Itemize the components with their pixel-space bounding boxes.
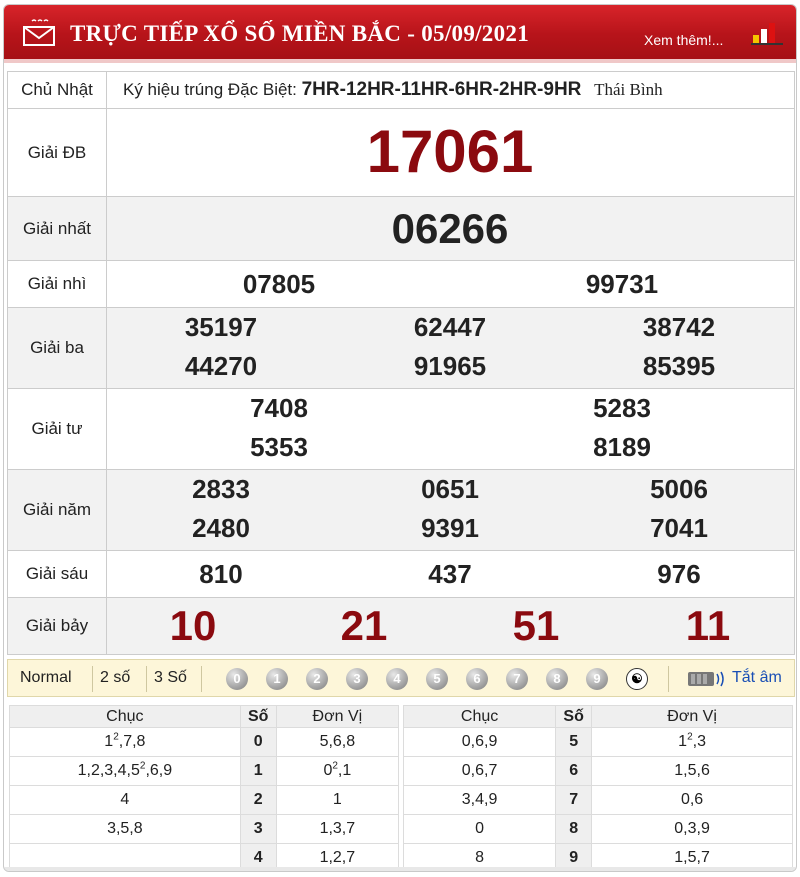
digit-8-button[interactable]: 8 bbox=[546, 668, 568, 690]
table-row bbox=[404, 786, 793, 815]
donvi-cell: 5,6,8 bbox=[276, 728, 398, 757]
prize-number: 5353 bbox=[250, 432, 308, 462]
so-cell: 9 bbox=[556, 844, 592, 873]
col-header-so: Số bbox=[556, 706, 592, 728]
prize-label-nam: Giải năm bbox=[8, 470, 107, 551]
prize-number: 07805 bbox=[242, 269, 316, 299]
col-header-donvi: Đơn Vị bbox=[592, 706, 793, 728]
page-title: TRỰC TIẾP XỔ SỐ MIỀN BẮC - 05/09/2021 bbox=[70, 21, 530, 46]
donvi-cell: 0,3,9 bbox=[592, 815, 793, 844]
chuc-cell: 0,6,7 bbox=[404, 757, 556, 786]
donvi-cell: 1 bbox=[276, 786, 398, 815]
donvi-cell: $1^2,3$ bbox=[592, 728, 793, 757]
more-link[interactable]: Xem thêm!... bbox=[644, 32, 724, 48]
day-label: Chủ Nhật bbox=[8, 72, 107, 109]
prize-label-nhat: Giải nhất bbox=[8, 197, 107, 261]
donvi-cell: 0,6 bbox=[592, 786, 793, 815]
table-row bbox=[404, 728, 793, 757]
divider bbox=[92, 666, 93, 692]
prize-number: 2833 bbox=[192, 474, 250, 504]
lottery-result-panel bbox=[3, 4, 797, 872]
so-cell: 5 bbox=[556, 728, 592, 757]
display-toolbar bbox=[7, 659, 795, 697]
prize-number: 9391 bbox=[421, 513, 479, 543]
so-cell: 3 bbox=[240, 815, 276, 844]
chuc-cell: 4 bbox=[10, 786, 241, 815]
col-header-chuc: Chục bbox=[10, 706, 241, 728]
digit-5-button[interactable]: 5 bbox=[426, 668, 448, 690]
prize-number: 38742 bbox=[642, 312, 716, 342]
digit-2-button[interactable]: 2 bbox=[306, 668, 328, 690]
chuc-cell: 1,2,3,4,5$^2$,6,9 bbox=[10, 757, 241, 786]
prize-number: 5283 bbox=[593, 393, 651, 423]
prize-number: 62447 bbox=[413, 312, 487, 342]
donvi-cell: 1,2,7 bbox=[276, 844, 398, 873]
prize-label-bay: Giải bảy bbox=[8, 598, 107, 655]
digit-4-button[interactable]: 4 bbox=[386, 668, 408, 690]
prize-number: 437 bbox=[428, 559, 472, 589]
so-cell: 1 bbox=[240, 757, 276, 786]
yin-yang-icon[interactable]: ☯ bbox=[626, 668, 648, 690]
province-name: Thái Bình bbox=[594, 80, 663, 99]
prize-number: 8189 bbox=[593, 432, 651, 462]
digit-3-button[interactable]: 3 bbox=[346, 668, 368, 690]
donvi-cell: 1,5,6 bbox=[592, 757, 793, 786]
table-row bbox=[404, 757, 793, 786]
table-row bbox=[10, 728, 399, 757]
special-code-label: Ký hiệu trúng Đặc Biệt: bbox=[123, 80, 297, 99]
digit-0-button[interactable]: 0 bbox=[226, 668, 248, 690]
footer-strip bbox=[4, 867, 797, 872]
donvi-cell: 1,5,7 bbox=[592, 844, 793, 873]
prize-label-tu: Giải tư bbox=[8, 389, 107, 470]
so-cell: 0 bbox=[240, 728, 276, 757]
prize-number: 7408 bbox=[250, 393, 308, 423]
prize-number: 7041 bbox=[650, 513, 708, 543]
special-code-value: 7HR-12HR-11HR-6HR-2HR-9HR bbox=[301, 79, 582, 100]
option-normal[interactable]: Normal bbox=[20, 669, 72, 686]
digit-6-button[interactable]: 6 bbox=[466, 668, 488, 690]
chuc-cell: 3,4,9 bbox=[404, 786, 556, 815]
table-row bbox=[404, 815, 793, 844]
chuc-cell: 0 bbox=[404, 815, 556, 844]
prize-label-ba: Giải ba bbox=[8, 308, 107, 389]
info-row bbox=[8, 72, 795, 109]
col-header-donvi: Đơn Vị bbox=[276, 706, 398, 728]
prize-number: 11 bbox=[685, 602, 731, 649]
prize-label-sau: Giải sáu bbox=[8, 551, 107, 598]
prize-number: 51 bbox=[512, 602, 560, 649]
chuc-cell: 0,6,9 bbox=[404, 728, 556, 757]
prize-number: 17061 bbox=[366, 118, 534, 185]
prize-number: 85395 bbox=[642, 351, 716, 381]
prize-row-nhi bbox=[8, 261, 795, 308]
prize-number: 35197 bbox=[184, 312, 258, 342]
digit-1-button[interactable]: 1 bbox=[266, 668, 288, 690]
prize-row-sau bbox=[8, 551, 795, 598]
donvi-cell: $0^2,1$ bbox=[276, 757, 398, 786]
divider bbox=[146, 666, 147, 692]
header-bar bbox=[4, 5, 796, 63]
prize-number: 976 bbox=[657, 559, 701, 589]
prize-label-nhi: Giải nhì bbox=[8, 261, 107, 308]
chuc-cell: $1^2,7,8$ bbox=[10, 728, 241, 757]
prize-number: 06266 bbox=[391, 205, 509, 252]
prize-row-tu bbox=[8, 389, 795, 470]
bar-chart-icon[interactable] bbox=[751, 21, 783, 45]
loto-stats-table-left bbox=[9, 705, 399, 872]
prize-number: 21 bbox=[340, 602, 388, 649]
special-code bbox=[107, 72, 795, 109]
divider bbox=[668, 666, 669, 692]
mail-icon bbox=[22, 19, 56, 47]
mute-toggle[interactable]: Tắt âm bbox=[732, 669, 782, 686]
speaker-icon[interactable] bbox=[686, 669, 726, 689]
option-2-so[interactable]: 2 số bbox=[100, 669, 131, 686]
results-table bbox=[7, 71, 795, 655]
col-header-so: Số bbox=[240, 706, 276, 728]
table-row bbox=[10, 786, 399, 815]
digit-9-button[interactable]: 9 bbox=[586, 668, 608, 690]
prize-row-nam bbox=[8, 470, 795, 551]
chuc-cell: 3,5,8 bbox=[10, 815, 241, 844]
prize-number: 44270 bbox=[184, 351, 258, 381]
so-cell: 6 bbox=[556, 757, 592, 786]
prize-row-bay bbox=[8, 598, 795, 655]
option-3-so[interactable]: 3 Số bbox=[154, 669, 187, 686]
chuc-cell: 8 bbox=[404, 844, 556, 873]
col-header-chuc: Chục bbox=[404, 706, 556, 728]
loto-stats-table-right bbox=[403, 705, 793, 872]
prize-label-db: Giải ĐB bbox=[8, 109, 107, 197]
digit-7-button[interactable]: 7 bbox=[506, 668, 528, 690]
so-cell: 8 bbox=[556, 815, 592, 844]
table-row bbox=[10, 757, 399, 786]
so-cell: 4 bbox=[240, 844, 276, 873]
prize-number: 91965 bbox=[413, 351, 487, 381]
prize-row-db bbox=[8, 109, 795, 197]
prize-row-ba bbox=[8, 308, 795, 389]
prize-number: 810 bbox=[199, 559, 243, 589]
prize-number: 5006 bbox=[650, 474, 708, 504]
prize-number: 0651 bbox=[421, 474, 479, 504]
table-row bbox=[10, 815, 399, 844]
prize-row-nhat bbox=[8, 197, 795, 261]
donvi-cell: 1,3,7 bbox=[276, 815, 398, 844]
prize-number: 2480 bbox=[192, 513, 250, 543]
so-cell: 2 bbox=[240, 786, 276, 815]
so-cell: 7 bbox=[556, 786, 592, 815]
divider bbox=[201, 666, 202, 692]
prize-number: 99731 bbox=[585, 269, 659, 299]
prize-number: 10 bbox=[169, 602, 217, 649]
